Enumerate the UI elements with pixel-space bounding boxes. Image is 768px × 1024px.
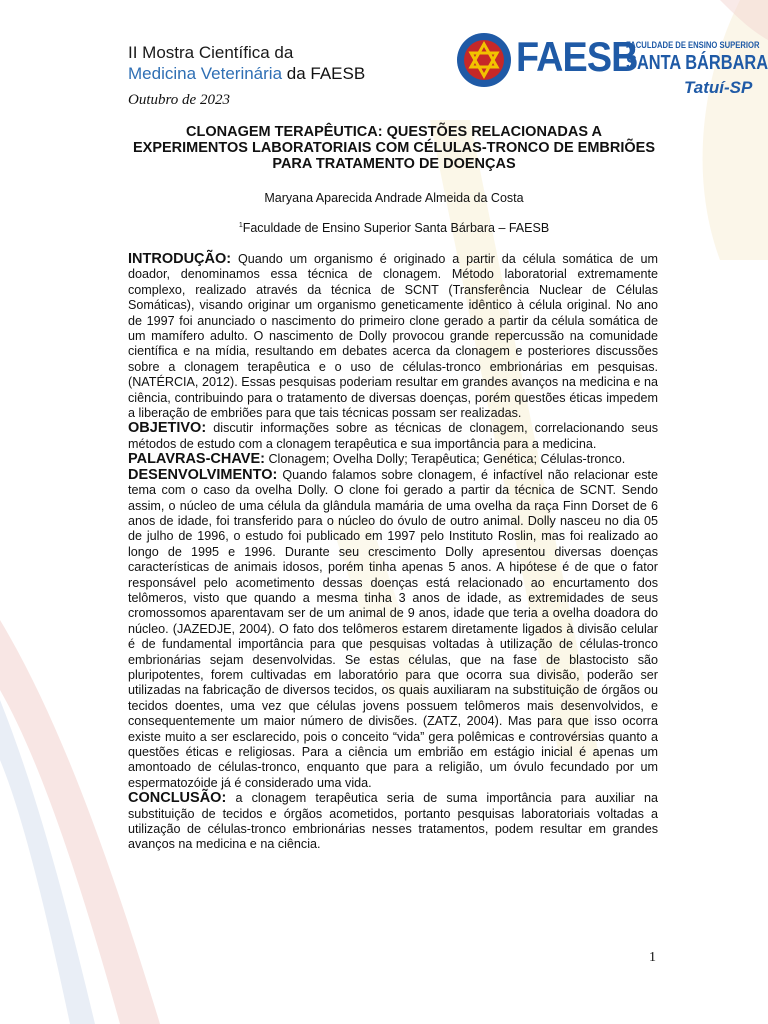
paper-body	[128, 252, 658, 853]
affiliation-text: Faculdade de Ensino Superior Santa Bárbara – FAESB	[242, 221, 550, 235]
event-subtitle	[128, 63, 365, 84]
section-introducao	[128, 252, 658, 421]
section-objetivo	[128, 421, 658, 452]
logo-line2: SANTA BÁRBARA	[626, 52, 768, 74]
logo-line1: FACULDADE DE ENSINO SUPERIOR	[626, 40, 760, 50]
faesb-logo	[456, 30, 768, 102]
affiliation-mark: 1	[238, 221, 243, 229]
section-heading: CONCLUSÃO:	[128, 790, 227, 807]
event-subtitle-rest: da FAESB	[282, 64, 366, 83]
event-title: II Mostra Científica da	[128, 43, 294, 62]
section-text: Clonagem; Ovelha Dolly; Terapêutica; Genética; Células-tronco.	[268, 452, 626, 467]
section-text: a clonagem terapêutica seria de suma importância para auxiliar na substituição de tecidos e órgãos acometidos, portanto pesquisas laboratoriais voltadas a utilização de células-tronco embrionárias nesses tratamentos, podem resultar em grandes avanços na medicina e na ciência.	[128, 791, 659, 852]
section-desenvolvimento	[128, 468, 658, 792]
event-date: Outubro de 2023	[128, 92, 230, 108]
section-palavras-chave	[128, 452, 658, 467]
event-subtitle-highlight: Medicina Veterinária	[128, 64, 283, 83]
section-text: Quando um organismo é originado a partir da célula somática de um doador, denominamos essa técnica de clonagem. Método laboratorial extremamente complexo, realizado através da técnica de SCNT (Transferência Nuclear de Células Somáticas), visando originar um organismo geneticamente idêntico à célula original. No ano de 1997 foi anunciado o nascimento do primeiro clone gerado a partir da célula somática de um mamífero adulto. O nascimento de Dolly provocou grande repercussão na comunidade científica e na mídia, resultando em debates acerca da clonagem e posteriores discussões sobre a clonagem terapêutica e o uso de células-tronco embrionárias em pesquisas. (NATÉRCIA, 2012). Essas pesquisas poderiam resultar em grandes avanços na medicina e na ciência, contribuindo para o tratamento de diversas doenças, porém questões éticas impedem a liberação de embriões para que tais técnicas possam ser realizadas.	[128, 252, 658, 421]
section-conclusao	[128, 791, 658, 853]
paper-affiliation	[130, 221, 658, 235]
page-number: 1	[649, 950, 656, 965]
section-heading: OBJETIVO:	[128, 420, 207, 437]
paper-author: Maryana Aparecida Andrade Almeida da Costa	[264, 191, 524, 205]
logo-name: FAESB	[516, 33, 638, 80]
section-heading: PALAVRAS-CHAVE:	[128, 451, 265, 468]
star-of-david-seal-icon	[456, 32, 512, 88]
event-header	[128, 42, 365, 109]
section-heading: DESENVOLVIMENTO:	[128, 466, 278, 483]
logo-line3: Tatuí-SP	[684, 78, 753, 97]
paper-title: CLONAGEM TERAPÊUTICA: QUESTÕES RELACIONADAS A EXPERIMENTOS LABORATORIAIS COM CÉLULAS-TRONCO DE EMBRIÕES PARA TRATAMENTO DE DOENÇAS	[132, 124, 656, 172]
section-text: discutir informações sobre as técnicas de clonagem, correlacionando seus métodos de estudo com a clonagem terapêutica e sua importância para a medicina.	[128, 421, 659, 451]
section-text: Quando falamos sobre clonagem, é infactível não relacionar este tema com o caso da ovelha Dolly. O clone foi gerado a partir da técnica de SCNT. Sendo assim, o núcleo de uma célula da glândula mamária de uma ovelha da raça Finn Dorset de 6 anos de idade, foi transferido para o núcleo do óvulo de outro animal. Dolly nasceu no dia 05 de julho de 1996, o estudo foi publicado em 1997 pelo Instituto Roslin, mas foi realizado ao longo de 1995 e 1996. Durante seu crescimento Dolly apresentou diversas doenças características de animais idosos, porém tinha apenas 5 anos. A hipótese é de que o fator responsável pelo acometimento dessas doenças está relacionado ao encurtamento dos telômeros, visto que quando a mesma tinha 3 anos de idade, as extremidades de seus cromossomos aparentavam ser de um animal de 9 anos, idade que teria a ovelha doadora do núcleo. (JAZEDJE, 2004). O fato dos telômeros estarem diretamente ligados à divisão celular é de fundamental importância para que pesquisas voltadas à utilização de células-tronco embrionárias sejam desenvolvidas. Se estas células, que na fase de blastocisto são pluripotentes, forem cultivadas em laboratório para que ocorra sua divisão, poderão ser utilizadas na fabricação de diversos tecidos, os quais auxiliaram na substituição de órgãos ou tecidos doentes, uma vez que células jovens possuem telômeros mais desenvolvidos, e consequentemente um maior número de divisões. (ZATZ, 2004). Mas para que isso ocorra existe muito a ser esclarecido, pois o conceito “vida” gera polêmicas e controvérsias quanto a questões éticas e religiosas. Para a ciência um embrião em estágio inicial é apenas um amontoado de células-tronco, enquanto que para a religião, um óvulo fecundado por um espermatozóide já é considerado uma vida.	[128, 467, 658, 790]
section-heading: INTRODUÇÃO:	[128, 251, 232, 267]
